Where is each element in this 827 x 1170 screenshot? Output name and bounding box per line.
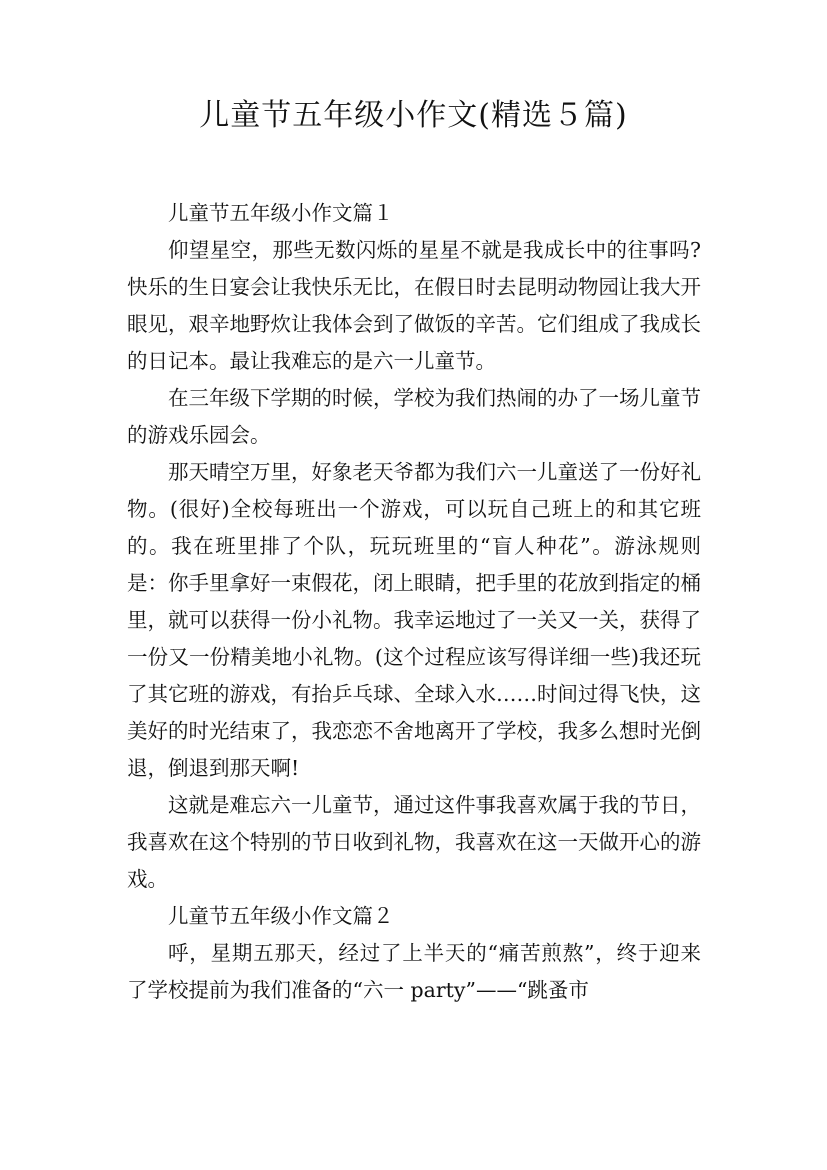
section-heading: 儿童节五年级小作文篇１ [168,201,394,225]
document-title: 儿童节五年级小作文(精选５篇) [199,98,628,133]
paragraph: 在三年级下学期的时候，学校为我们热闹的办了一场儿童节的游戏乐园会。 [127,386,701,447]
paragraph: 呼，星期五那天，经过了上半天的“痛苦煎熬”，终于迎来了学校提前为我们准备的“六一 party”——“跳蚤市 [127,941,701,1002]
paragraph: 这就是难忘六一儿童节，通过这件事我喜欢属于我的节日，我喜欢在这个特别的节日收到礼物，我喜欢在这一天做开心的游戏。 [127,793,701,891]
section-heading: 儿童节五年级小作文篇２ [168,904,394,928]
paragraph: 那天晴空万里，好象老天爷都为我们六一儿童送了一份好礼物。(很好)全校每班出一个游戏，可以玩自己班上的和其它班的。我在班里排了个队，玩玩班里的“盲人种花”。游泳规则是：你手里拿好一束假花，闭上眼睛，把手里的花放到指定的桶里，就可以获得一份小礼物。我幸运地过了一关又一关，获得了一份又一份精美地小礼物。(这个过程应该写得详细一些)我还玩了其它班的游戏，有抬乒乓球、全球入水……时间过得飞快，这美好的时光结束了，我恋恋不舍地离开了学校，我多么想时光倒退，倒退到那天啊! [127,460,701,780]
document-body [127,195,701,1009]
paragraph: 仰望星空，那些无数闪烁的星星不就是我成长中的往事吗?快乐的生日宴会让我快乐无比，在假日时去昆明动物园让我大开眼见，艰辛地野炊让我体会到了做饭的辛苦。它们组成了我成长的日记本。最让我难忘的是六一儿童节。 [127,238,701,373]
